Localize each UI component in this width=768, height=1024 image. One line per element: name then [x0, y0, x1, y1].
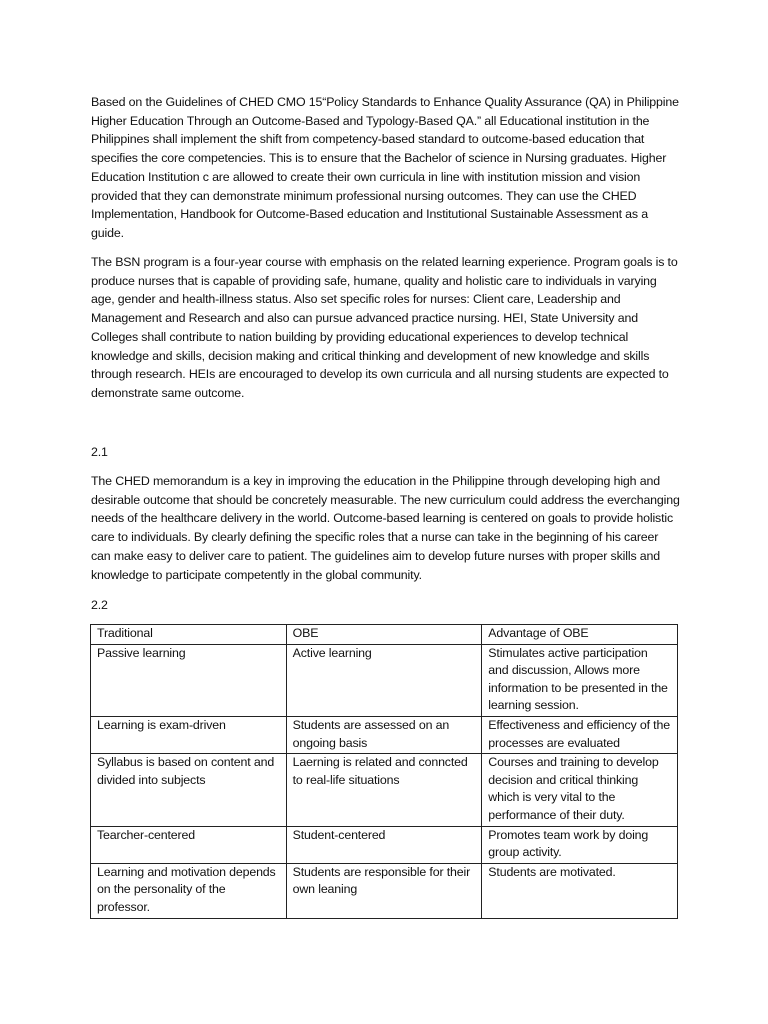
- table-row: [91, 644, 678, 716]
- table-cell: Learning is exam-driven: [91, 716, 287, 753]
- table-cell: Laerning is related and conncted to real-life situations: [286, 754, 482, 826]
- table-cell: Promotes team work by doing group activity.: [482, 826, 678, 863]
- paragraph-guidelines: Based on the Guidelines of CHED CMO 15“Policy Standards to Enhance Quality Assurance (QA) in Philippine Higher Education Through an Outcome-Based and Typology-Based QA.” all Educational institution in the Philippines shall implement the shift from competency-based standard to outcome-based education that specifies the core competencies. This is to ensure that the Bachelor of science in Nursing graduates. Higher Education Institution c are allowed to create their own curricula in line with institution mission and vision provided that they can demonstrate minimum professional nursing outcomes. They can use the CHED Implementation, Handbook for Outcome-Based education and Institutional Sustainable Assessment as a guide.: [91, 95, 679, 240]
- table-row: [91, 754, 678, 826]
- table-header-cell: OBE: [286, 625, 482, 645]
- table-header-cell: Traditional: [91, 625, 287, 645]
- table-cell: Students are assessed on an ongoing basis: [286, 716, 482, 753]
- table-cell: Courses and training to develop decision and critical thinking which is very vital to the performance of their duty.: [482, 754, 678, 826]
- table-cell: Tearcher-centered: [91, 826, 287, 863]
- table-row: [91, 863, 678, 918]
- comparison-table: [90, 624, 678, 919]
- table-cell: Passive learning: [91, 644, 287, 716]
- table-header-cell: Advantage of OBE: [482, 625, 678, 645]
- table-row: [91, 716, 678, 753]
- table-cell: Syllabus is based on content and divided into subjects: [91, 754, 287, 826]
- table-cell: Stimulates active participation and discussion, Allows more information to be presented in the learning session.: [482, 644, 678, 716]
- table-row: [91, 826, 678, 863]
- table-cell: Students are responsible for their own leaning: [286, 863, 482, 918]
- table-header-row: [91, 625, 678, 645]
- paragraph-bsn-program: The BSN program is a four-year course with emphasis on the related learning experience. Program goals is to produce nurses that is capable of providing safe, humane, quality and holistic care to individuals in varying age, gender and health-illness status. Also set specific roles for nurses: Client care, Leadership and Management and Research and also can pursue advanced practice nursing. HEI, State University and Colleges shall contribute to nation building by providing educational experiences to develop technical knowledge and skills, decision making and critical thinking and development of new knowledge and skills through research. HEIs are encouraged to develop its own curricula and all nursing students are expected to demonstrate same outcome.: [91, 255, 678, 400]
- table-cell: Learning and motivation depends on the personality of the professor.: [91, 863, 287, 918]
- table-cell: Active learning: [286, 644, 482, 716]
- section-heading-2-2: 2.2: [91, 598, 108, 612]
- section-heading-2-1: 2.1: [91, 445, 108, 459]
- table-cell: Student-centered: [286, 826, 482, 863]
- table-cell: Students are motivated.: [482, 863, 678, 918]
- table-cell: Effectiveness and efficiency of the processes are evaluated: [482, 716, 678, 753]
- paragraph-ched-memorandum: The CHED memorandum is a key in improving the education in the Philippine through developing high and desirable outcome that should be concretely measurable. The new curriculum could address the everchanging needs of the healthcare delivery in the world. Outcome-based learning is centered on goals to provide holistic care to individuals. By clearly defining the specific roles that a nurse can take in the beginning of his career can make easy to deliver care to patient. The guidelines aim to develop future nurses with proper skills and knowledge to participate competently in the global community.: [91, 474, 680, 582]
